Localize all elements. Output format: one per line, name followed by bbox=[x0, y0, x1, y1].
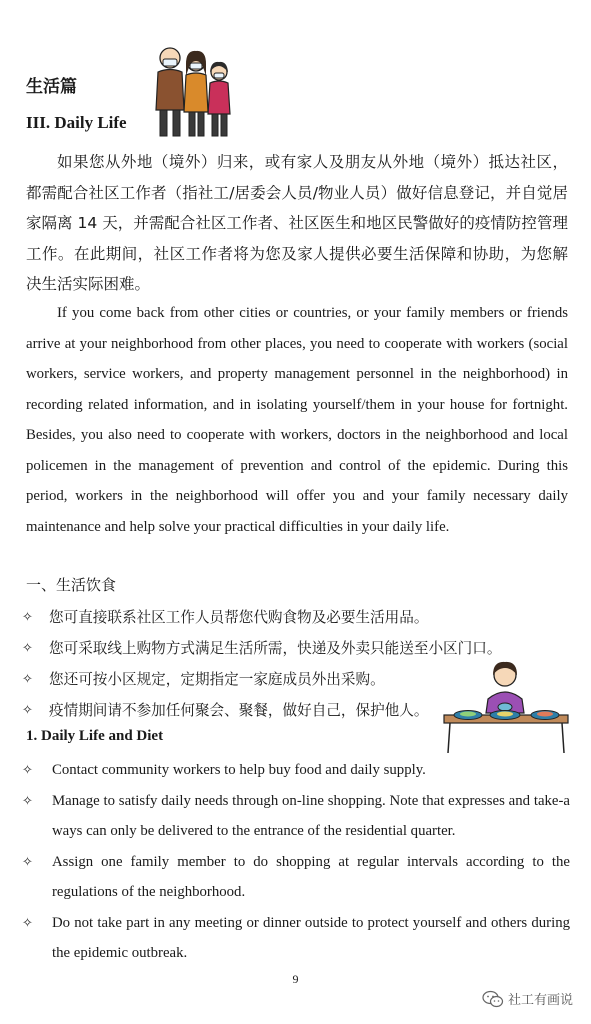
family-dinner-icon bbox=[442, 655, 570, 755]
list-item-text: 您可直接联系社区工作人员帮您代购食物及必要生活用品。 bbox=[49, 609, 429, 626]
bullet-icon: ✧ bbox=[22, 853, 33, 869]
subsection-heading-cn: 一、生活饮食 bbox=[26, 576, 117, 594]
bullet-icon: ✧ bbox=[22, 792, 33, 808]
bullet-icon: ✧ bbox=[22, 914, 33, 930]
list-item bbox=[22, 633, 502, 664]
bullet-icon: ✧ bbox=[22, 641, 33, 656]
bullet-icon: ✧ bbox=[22, 703, 33, 718]
section-heading-en: III. Daily Life bbox=[26, 113, 127, 132]
list-item-text: 您可采取线上购物方式满足生活所需，快递及外卖只能送至小区门口。 bbox=[49, 640, 502, 657]
page-number: 9 bbox=[292, 972, 299, 986]
bullet-icon: ✧ bbox=[22, 762, 33, 777]
list-item bbox=[22, 908, 570, 969]
list-item bbox=[22, 786, 570, 847]
list-item-text: 您还可按小区规定，定期指定一家庭成员外出采购。 bbox=[49, 671, 385, 688]
masked-family-icon bbox=[148, 42, 234, 140]
section-heading-cn: 生活篇 bbox=[26, 77, 77, 97]
list-item-text: Manage to satisfy daily needs through on-line shopping. Note that expresses and take-a ways can only be delivered to the entrance of the residential quarter. bbox=[52, 792, 570, 839]
bullet-icon: ✧ bbox=[22, 610, 33, 625]
intro-paragraph-en: If you come back from other cities or countries, or your family members or friends arrive at your neighborhood from other places, you need to cooperate with workers (social workers, service workers, and property management personnel in the neighborhood) in recording related information, and in isolating yourself/them in your house for fortnight. Besides, you also need to cooperate with workers, doctors in the neighborhood and local policemen in the management of prevention and control of the epidemic. During this period, workers in the neighborhood will offer you and your family necessary daily maintenance and help solve your practical difficulties in your daily life. bbox=[26, 305, 568, 535]
bullet-icon: ✧ bbox=[22, 672, 33, 687]
list-item-text: 疫情期间请不参加任何聚会、聚餐，做好自己，保护他人。 bbox=[49, 702, 429, 719]
list-item bbox=[22, 755, 570, 786]
intro-paragraph-cn: 如果您从外地（境外）归来，或有家人及朋友从外地（境外）抵达社区，都需配合社区工作者（指社工/居委会人员/物业人员）做好信息登记，并自觉居家隔离 14 天，并需配合社区工作者、社区医生和地区民警做好的疫情防控管理工作。在此期间，社区工作者将为您及家人提供必要生活保障和协助，为您解决生活实际困难。 bbox=[26, 153, 568, 293]
watermark-text: 社工有画说 bbox=[507, 993, 573, 1008]
list-item bbox=[22, 695, 462, 726]
list-item-text: Do not take part in any meeting or dinner outside to protect yourself and others during the epidemic outbreak. bbox=[52, 914, 570, 961]
bullet-list-cn bbox=[22, 602, 502, 726]
subsection-heading-en: 1. Daily Life and Diet bbox=[26, 728, 164, 744]
list-item-text: Contact community workers to help buy food and daily supply. bbox=[52, 762, 426, 778]
list-item bbox=[22, 847, 570, 908]
watermark bbox=[482, 989, 573, 1008]
bullet-list-en bbox=[22, 755, 570, 969]
list-item bbox=[22, 664, 462, 695]
list-item-text: Assign one family member to do shopping at regular intervals according to the regulations of the neighborhood. bbox=[52, 853, 570, 900]
wechat-icon bbox=[482, 990, 504, 1008]
list-item bbox=[22, 602, 462, 633]
